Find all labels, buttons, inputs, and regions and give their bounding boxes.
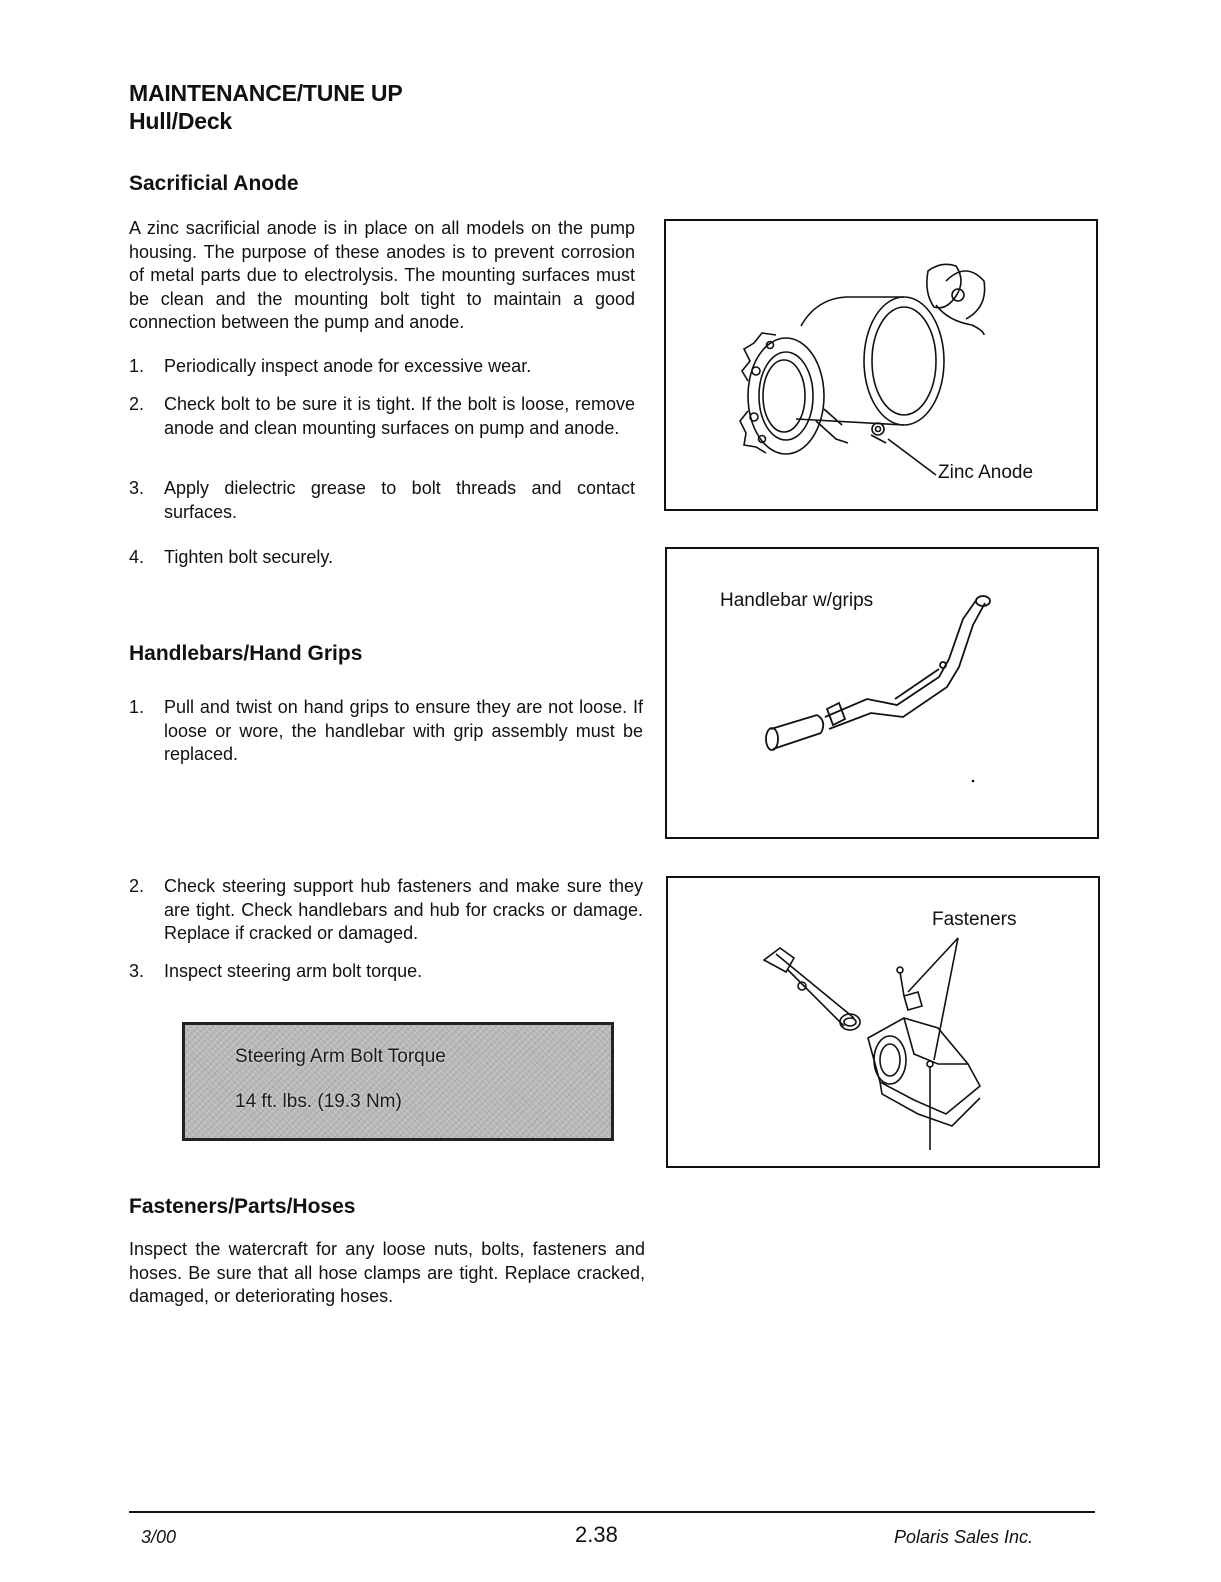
figure-label-handlebar: Handlebar w/grips — [720, 590, 874, 611]
torque-value: 14 ft. lbs. (19.3 Nm) — [235, 1091, 402, 1112]
fasteners-paragraph: Inspect the watercraft for any loose nuts, bolts, fasteners and hoses. Be sure that all hose clamps are tight. Replace cracked, damaged, or deteriorating hoses. — [129, 1239, 645, 1307]
list-item-number: 2. — [129, 876, 145, 896]
page-title: MAINTENANCE/TUNE UP — [129, 80, 403, 106]
list-item — [129, 546, 635, 570]
anode-paragraph: A zinc sacrificial anode is in place on all models on the pump housing. The purpose of these anodes is to prevent corrosion of metal parts due to electrolysis. The mounting surfaces must be clean and the mounting bolt tight to maintain a good connection between the pump and anode. — [129, 218, 635, 333]
figure-fasteners — [666, 876, 1100, 1168]
list-item-text: Inspect steering arm bolt torque. — [164, 961, 423, 981]
list-item — [129, 960, 643, 984]
list-item-number: 2. — [129, 394, 145, 414]
footer-page-number: 2.38 — [575, 1522, 618, 1547]
list-item-text: Pull and twist on hand grips to ensure they are not loose. If loose or wore, the handlebar with grip assembly must be replaced. — [164, 697, 643, 765]
list-item — [129, 875, 643, 947]
list-item-number: 1. — [129, 697, 145, 717]
page-subtitle: Hull/Deck — [129, 108, 233, 134]
list-item-number: 4. — [129, 547, 145, 567]
list-item-text: Apply dielectric grease to bolt threads and contact surfaces. — [164, 478, 635, 522]
list-item-text: Periodically inspect anode for excessive wear. — [164, 356, 532, 376]
section-heading-handlebars: Handlebars/Hand Grips — [129, 642, 363, 665]
list-item-number: 1. — [129, 356, 145, 376]
figure-label-zinc-anode: Zinc Anode — [938, 462, 1034, 483]
list-item — [129, 393, 635, 465]
steering-hub-illustration — [668, 878, 1098, 1166]
handlebar-illustration — [667, 549, 1097, 837]
footer-date: 3/00 — [141, 1527, 177, 1547]
figure-handlebar — [665, 547, 1099, 839]
footer-company: Polaris Sales Inc. — [894, 1527, 1034, 1547]
figure-label-fasteners: Fasteners — [932, 909, 1017, 930]
figure-zinc-anode — [664, 219, 1098, 511]
list-item — [129, 477, 635, 525]
list-item-text: Check bolt to be sure it is tight. If the bolt is loose, remove anode and clean mounting surfaces on pump and anode. — [164, 394, 635, 438]
section-heading-fasteners: Fasteners/Parts/Hoses — [129, 1195, 356, 1218]
list-item — [129, 355, 635, 379]
list-item-text: Tighten bolt securely. — [164, 547, 334, 567]
list-item-number: 3. — [129, 961, 145, 981]
footer-divider — [129, 1511, 1095, 1513]
list-item-text: Check steering support hub fasteners and make sure they are tight. Check handlebars and hub for cracks or damage. Replace if cracked or damaged. — [164, 876, 643, 944]
list-item-number: 3. — [129, 478, 145, 498]
torque-spec-box — [182, 1022, 614, 1141]
torque-title: Steering Arm Bolt Torque — [235, 1046, 446, 1067]
section-heading-anode: Sacrificial Anode — [129, 172, 299, 195]
list-item — [129, 696, 643, 768]
